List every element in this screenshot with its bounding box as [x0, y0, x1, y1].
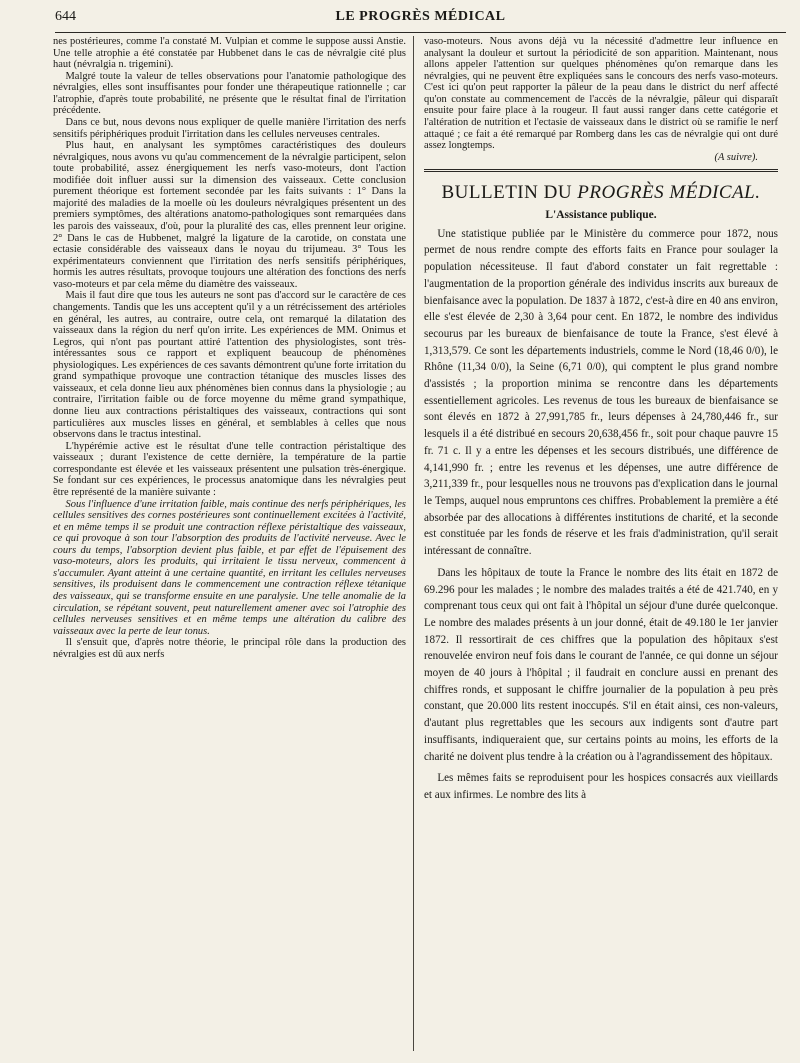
bulletin-title-roman: BULLETIN DU	[441, 182, 578, 204]
section-divider	[424, 169, 778, 172]
left-paragraph: Plus haut, en analysant les symptômes caractéristiques des douleurs névralgiques, nous avons vu qu'au commencement de la névralgie participent, selon toute probabilité, assez énergiquement les nerfs vaso-moteurs, dont l'action modifiée doit influer aussi sur la dimension des vaisseaux. Cette conclusion purement théorique est fortement secondée par les faits suivants : 1° Dans la majorité des maladies de la moelle où les douleurs névralgiques présentent un des premiers symptômes, des altérations anatomo-pathologiques sont remarquées dans les parois des vaisseaux, d'où, pour la pluralité des cas, elles prennent leur origine. 2° Dans le cas de Hubbenet, malgré la ligature de la carotide, on constata une ectasie considérable des vaisseaux dans le noyau du trijumeau. 3° Tous les expérimentateurs conviennent que l'irritation des nerfs sensitifs périphériques, hormis les autres résultats, provoque toujours une altération des fonctions des nerfs vaso-moteurs et par cela même du diamètre des vaisseaux.	[53, 140, 406, 290]
page-header	[55, 6, 786, 33]
left-paragraph: Mais il faut dire que tous les auteurs ne sont pas d'accord sur le caractère de ces changements. Tandis que les uns acceptent qu'il y a un rétrécissement des artérioles en général, les autres, au contraire, outre cela, ont remarqué la dilatation des vaisseaux dans la région du nerf qu'on irrite. Les expériences de MM. Onimus et Legros, qui n'ont pas pourtant attiré l'attention des physiologistes, sont très-intéressantes sous ce rapport et expliquent beaucoup de phénomènes physiologiques. Les expériences de ces savants démontrent qu'une forte irritation du grand sympathique provoque une contraction tétanique des muscles lisses des vaisseaux, et cela donne lieu aux phénomènes bien connus dans la physiologie ; au contraire, l'irritation faible ou de force moyenne du même grand sympathique, donne lieu aux contractions péristaltiques des vaisseaux, contractions qui sont particulières aux muscles lisses en général, et semblables à celles que nous observons dans le tractus intestinal.	[53, 290, 406, 441]
right-column	[424, 36, 778, 1056]
left-column	[53, 36, 406, 1056]
italic-quote-paragraph: Sous l'influence d'une irritation faible, mais continue des nerfs périphériques, les cellules sensitives des cornes postérieures sont continuellement excitées à l'activité, et en même temps il se produit une contraction réflexe péristaltique des vaisseaux, ce qui provoque à son tour l'absorption des produits de l'activité nerveuse. Avec le cours du temps, l'absorption devient plus faible, et par effet de l'épuisement des vaso-moteurs, alors les produits, qui irritaient le tissu nerveux, commencent à s'accumuler. Ayant atteint à une certaine quantité, en irritant les cellules nerveuses sensitives, ils produisent dans le commencement une contraction réflexe tétanique des vaisseaux, qui se transforme ensuite en une paralysie. Une telle anomalie de la circulation, se répétant souvent, peut naturellement amener avec soi l'atrophie des cellules nerveuses sensitives et en même temps une altération du calibre des vaisseaux avec la perte de leur tonus.	[53, 498, 406, 637]
bulletin-title-italic: PROGRÈS MÉDICAL.	[577, 182, 761, 204]
section-title: L'Assistance publique.	[545, 209, 657, 222]
bulletin-body	[424, 226, 778, 804]
page-number: 644	[55, 9, 76, 24]
bulletin-title	[424, 182, 778, 204]
bulletin-paragraph: Dans les hôpitaux de toute la France le nombre des lits était en 1872 de 69.296 pour les malades ; le nombre des malades traités a été de 421.740, en y comprenant tous ceux qui ont fait à l'hôpital un séjour d'une durée quelconque. Le nombre des malades présents à un jour donné, était de 49.180 le 1er janvier 1872. Il ressortirait de ces chiffres que la population des hôpitaux s'est renouvelée environ neuf fois dans le courant de l'année, ce qui donne un séjour moyen de 40 jours à l'hôpital ; il faudrait en conclure aussi en prenant des chiffres ronds, et supposant le chiffre journalier de la population à peu près constant, que 20.000 lits restent inoccupés. S'il en était ainsi, ces non-valeurs, d'autant plus regrettables que les secours aux indigents sont d'autre part insuffisants, indiqueraient que, sur certains points au moins, les efforts de la charité ne doivent plus tendre à la création ou à l'agrandissement des hôpitaux.	[424, 566, 778, 763]
column-divider	[413, 36, 414, 1051]
left-paragraph: L'hypérémie active est le résultat d'une telle contraction péristaltique des vaisseaux ; durant l'existence de cette dernière, la température de la partie correspondante est élevée et les vaisseaux présentent une pulsation très-énergique. Se fondant sur ces expériences, le processus anatomique dans les névralgies peut être représenté de la manière suivante :	[53, 440, 406, 498]
journal-title: LE PROGRÈS MÉDICAL	[335, 9, 506, 24]
left-paragraph: Dans ce but, nous devons nous expliquer de quelle manière l'irritation des nerfs sensitifs périphériques produit l'irritation dans les cellules nerveuses centrales.	[53, 116, 406, 140]
right-continuation-paragraph: vaso-moteurs. Nous avons déjà vu la nécessité d'admettre leur influence en analysant la douleur et surtout la périodicité de son apparition. Maintenant, nous allons appeler l'attention sur quelques phénomènes qu'on remarque dans les névralgies, qui ne peuvent être expliquées sans le concours des nerfs vaso-moteurs. C'est ici qu'on peut rapporter la pâleur de la peau dans le district du nerf affecté qu'on constate au commencement de l'accès de la névralgie, pâleur qui disparaît ensuite pour faire place à la rougeur. Il faut aussi ranger dans cette catégorie et l'altération de nutrition et l'ectasie de vaisseaux dans le district où se ramifie le nerf attaqué ; ce fait a été remarqué par Romberg dans les cas de névralgie qui ont duré assez longtemps.	[424, 36, 778, 152]
left-final-paragraph: Il s'ensuit que, d'après notre théorie, le principal rôle dans la production des névralgies est dû aux nerfs	[53, 637, 406, 660]
bulletin-paragraph: Une statistique publiée par le Ministère du commerce pour 1872, nous permet de nous rendre compte des efforts faits en France pour soulager la population nécessiteuse. Il faut d'abord constater un fait regrettable : l'augmentation de la proportion générale des individus inscrits aux bureaux de bienfaisance avec la population. De 1837 à 1872, c'est-à dire en 40 ans environ, elle s'est élevée de 2,30 à 3,64 pour cent. En 1872, le nombre des individus secourus par les bureaux de bienfaisance de toute la France, s'est élevé à 1,313,579. Ce sont les départements industriels, comme le Nord (18,46 0/0), le Rhône (11,34 0/0), la Seine (6,71 0/0), qui comptent le plus grand nombre d'assistés ; la proportion minima se rencontre dans les départements essentiellement agricoles. Les revenus de tous les bureaux de bienfaisance se sont élevés en 1872 à 27,991,785 fr., leurs dépenses à 24,780,446 fr., sur lesquels il a été distribué en secours 20,638,456 fr., soit pour chaque pauvre 15 fr. 71 c. Il y a entre les dépenses et les secours distribués, une différence de 4,141,990 fr. ; entre les revenus et les dépenses, une autre différence de 3,211,339 fr., pour lesquelles nous ne trouvons pas d'explication dans le journal le Temps, auquel nous empruntons ces chiffres. Probablement la première a été absorbée par des allocations à différentes institutions de charité, et la seconde est constituée par les fonds de réserve et les frais d'administration, qu'il serait intéressant de connaître.	[424, 227, 778, 558]
to-be-continued: (A suivre).	[714, 151, 758, 163]
bulletin-paragraph: Les mêmes faits se reproduisent pour les hospices consacrés aux vieillards et aux infirmes. Le nombre des lits à	[424, 772, 778, 801]
left-paragraph: nes postérieures, comme l'a constaté M. Vulpian et comme le suppose aussi Anstie. Une telle atrophie a été constatée par Hubbenet dans le cas de névralgie cité plus haut (névralgia n. trigemini).	[53, 36, 406, 71]
left-paragraph: Malgré toute la valeur de telles observations pour l'anatomie pathologique des névralgies, elles sont insuffisantes pour fonder une thérapeutique rationnelle ; car l'atrophie, d'après toute probabilité, ne présente que le résultat final de l'irritation précédente.	[53, 70, 406, 117]
